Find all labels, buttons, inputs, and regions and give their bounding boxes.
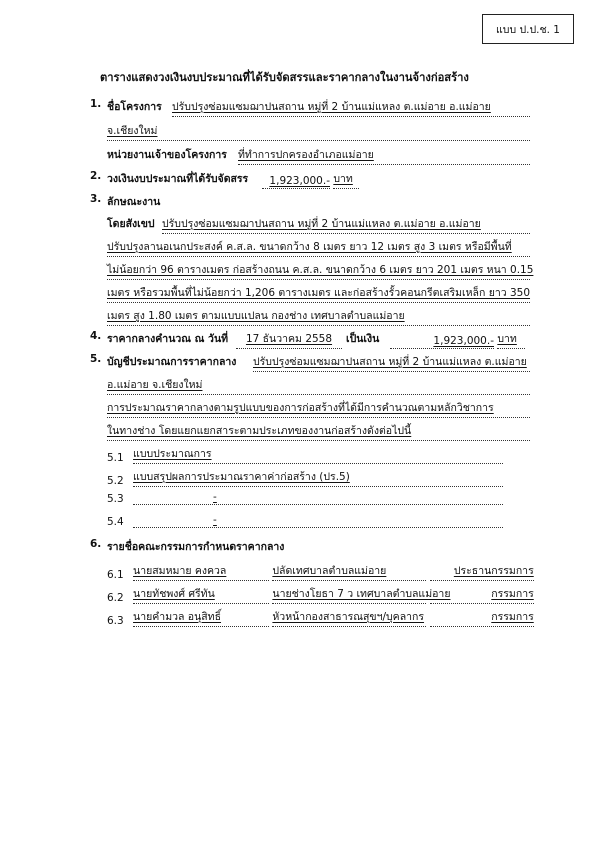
summary-line-2-wrap	[107, 261, 534, 280]
form-code-box	[482, 14, 574, 44]
summary-line: เมตร หรือรวมพื้นที่ไม่น้อยกว่า 1,206 ตารางเมตร และก่อสร้างรั้วคอนกรีตเสริมเหล็ก ยาว 350	[107, 284, 530, 303]
project-name-line1: ปรับปรุงซ่อมแซมฌาปนสถาน หมู่ที่ 2 บ้านแม่แหลง ต.แม่อาย อ.แม่อาย	[172, 98, 530, 117]
sub-item-number: 5.3	[107, 493, 124, 505]
summary-line-1-wrap	[107, 238, 534, 257]
summary-label: โดยสังเขป	[107, 218, 155, 230]
summary-line-3-wrap	[107, 284, 534, 303]
estimate-value-line2: อ.แม่อาย จ.เชียงใหม่	[107, 376, 530, 395]
summary-line: ปรับปรุงลานอเนกประสงค์ ค.ส.ล. ขนาดกว้าง 8 เมตร ยาว 12 เมตร สูง 3 เมตร หรือมีพื้นที่	[107, 238, 530, 257]
price-amount-label: เป็นเงิน	[346, 333, 380, 345]
item3-number: 3.	[90, 193, 102, 205]
summary-line: เมตร สูง 1.80 เมตร ตามแบบแปลน กองช่าง เทศบาลตำบลแม่อาย	[107, 307, 530, 326]
member-number: 6.3	[107, 615, 124, 627]
document-title: ตารางแสดงวงเงินงบประมาณที่ได้รับจัดสรรและราคากลางในงานจ้างก่อสร้าง	[100, 71, 469, 84]
member-name: นายทัชพงศ์ ศรีทัน	[133, 585, 269, 604]
sub-item-text: -	[133, 514, 503, 528]
summary-line-4-wrap	[107, 307, 534, 326]
sub-item-text: แบบประมาณการ	[133, 445, 503, 464]
member-role: ประธานกรรมการ	[430, 562, 534, 581]
agency-value: ที่ทำการปกครองอำเภอแม่อาย	[238, 146, 530, 165]
estimate-sub-item	[107, 468, 503, 487]
estimate-sub-item	[107, 445, 503, 464]
member-number: 6.1	[107, 569, 124, 581]
member-name: นายคำมวล อนุสิทธิ์	[133, 608, 269, 627]
estimate-value-line1: ปรับปรุงซ่อมแซมฌาปนสถาน หมู่ที่ 2 บ้านแม่แหลง ต.แม่อาย	[253, 353, 530, 372]
agency-value-wrap	[238, 146, 534, 165]
estimate-value-line2-wrap	[107, 376, 534, 395]
sub-item-text: -	[133, 491, 503, 505]
budget-value: 1,923,000.-	[262, 175, 330, 189]
member-name: นายสมหมาย คงควล	[133, 562, 269, 581]
member-position: ปลัดเทศบาลตำบลแม่อาย	[272, 562, 426, 581]
budget-value-wrap	[262, 170, 359, 189]
estimate-note-line1-wrap	[107, 399, 534, 418]
budget-unit: บาท	[333, 170, 359, 189]
member-position: หัวหน้ากองสาธารณสุขฯ/บุคลากร	[272, 608, 426, 627]
price-amount-wrap	[390, 330, 525, 349]
estimate-sub-item	[107, 514, 503, 528]
sub-item-text: แบบสรุปผลการประมาณราคาค่าก่อสร้าง (ปร.5)	[133, 468, 503, 487]
estimate-note-line2-wrap	[107, 422, 534, 441]
item6-number: 6.	[90, 538, 102, 550]
item4-number: 4.	[90, 330, 102, 342]
agency-label: หน่วยงานเจ้าของโครงการ	[107, 149, 227, 161]
price-date-wrap	[236, 330, 342, 349]
summary-line: ปรับปรุงซ่อมแซมฌาปนสถาน หมู่ที่ 2 บ้านแม่แหลง ต.แม่อาย อ.แม่อาย	[162, 215, 530, 234]
sub-item-number: 5.1	[107, 452, 124, 464]
estimate-note-line1: การประมาณราคากลางตามรูปแบบของการก่อสร้างที่ได้มีการคำนวณตามหลักวิชาการ	[107, 399, 530, 418]
item1-number: 1.	[90, 98, 102, 110]
estimate-note-line2: ในทางช่าง โดยแยกแยกสาระตามประเภทของงานก่อสร้างดังต่อไปนี้	[107, 422, 530, 441]
price-unit: บาท	[497, 330, 525, 349]
committee-member	[107, 585, 534, 604]
sub-item-number: 5.2	[107, 475, 124, 487]
member-position: นายช่างโยธา 7 ว เทศบาลตำบลแม่อาย	[272, 585, 426, 604]
work-type-label: ลักษณะงาน	[107, 196, 161, 208]
project-name-value-line2	[107, 122, 534, 141]
price-date: 17 ธันวาคม 2558	[236, 330, 342, 349]
project-name-value-line1	[172, 98, 534, 117]
member-number: 6.2	[107, 592, 124, 604]
member-role: กรรมการ	[430, 585, 534, 604]
estimate-sub-item	[107, 491, 503, 505]
estimate-label: บัญชีประมาณการราคากลาง	[107, 356, 237, 368]
committee-member	[107, 608, 534, 627]
project-name-line2: จ.เชียงใหม่	[107, 122, 530, 141]
budget-label: วงเงินงบประมาณที่ได้รับจัดสรร	[107, 173, 249, 185]
estimate-value-line1-wrap	[253, 353, 534, 372]
committee-member	[107, 562, 534, 581]
summary-line-0-wrap	[162, 215, 534, 234]
form-code: แบบ ป.ป.ช. 1	[496, 23, 560, 36]
price-date-label: ราคากลางคำนวณ ณ วันที่	[107, 333, 229, 345]
member-role: กรรมการ	[430, 608, 534, 627]
item2-number: 2.	[90, 170, 102, 182]
item5-number: 5.	[90, 353, 102, 365]
price-amount: 1,923,000.-	[390, 335, 494, 349]
committee-label: รายชื่อคณะกรรมการกำหนดราคากลาง	[107, 541, 285, 553]
project-name-label: ชื่อโครงการ	[107, 101, 162, 113]
summary-line: ไม่น้อยกว่า 96 ตารางเมตร ก่อสร้างถนน ค.ส.ล. ขนาดกว้าง 6 เมตร ยาว 201 เมตร หนา 0.15	[107, 261, 530, 280]
sub-item-number: 5.4	[107, 516, 124, 528]
